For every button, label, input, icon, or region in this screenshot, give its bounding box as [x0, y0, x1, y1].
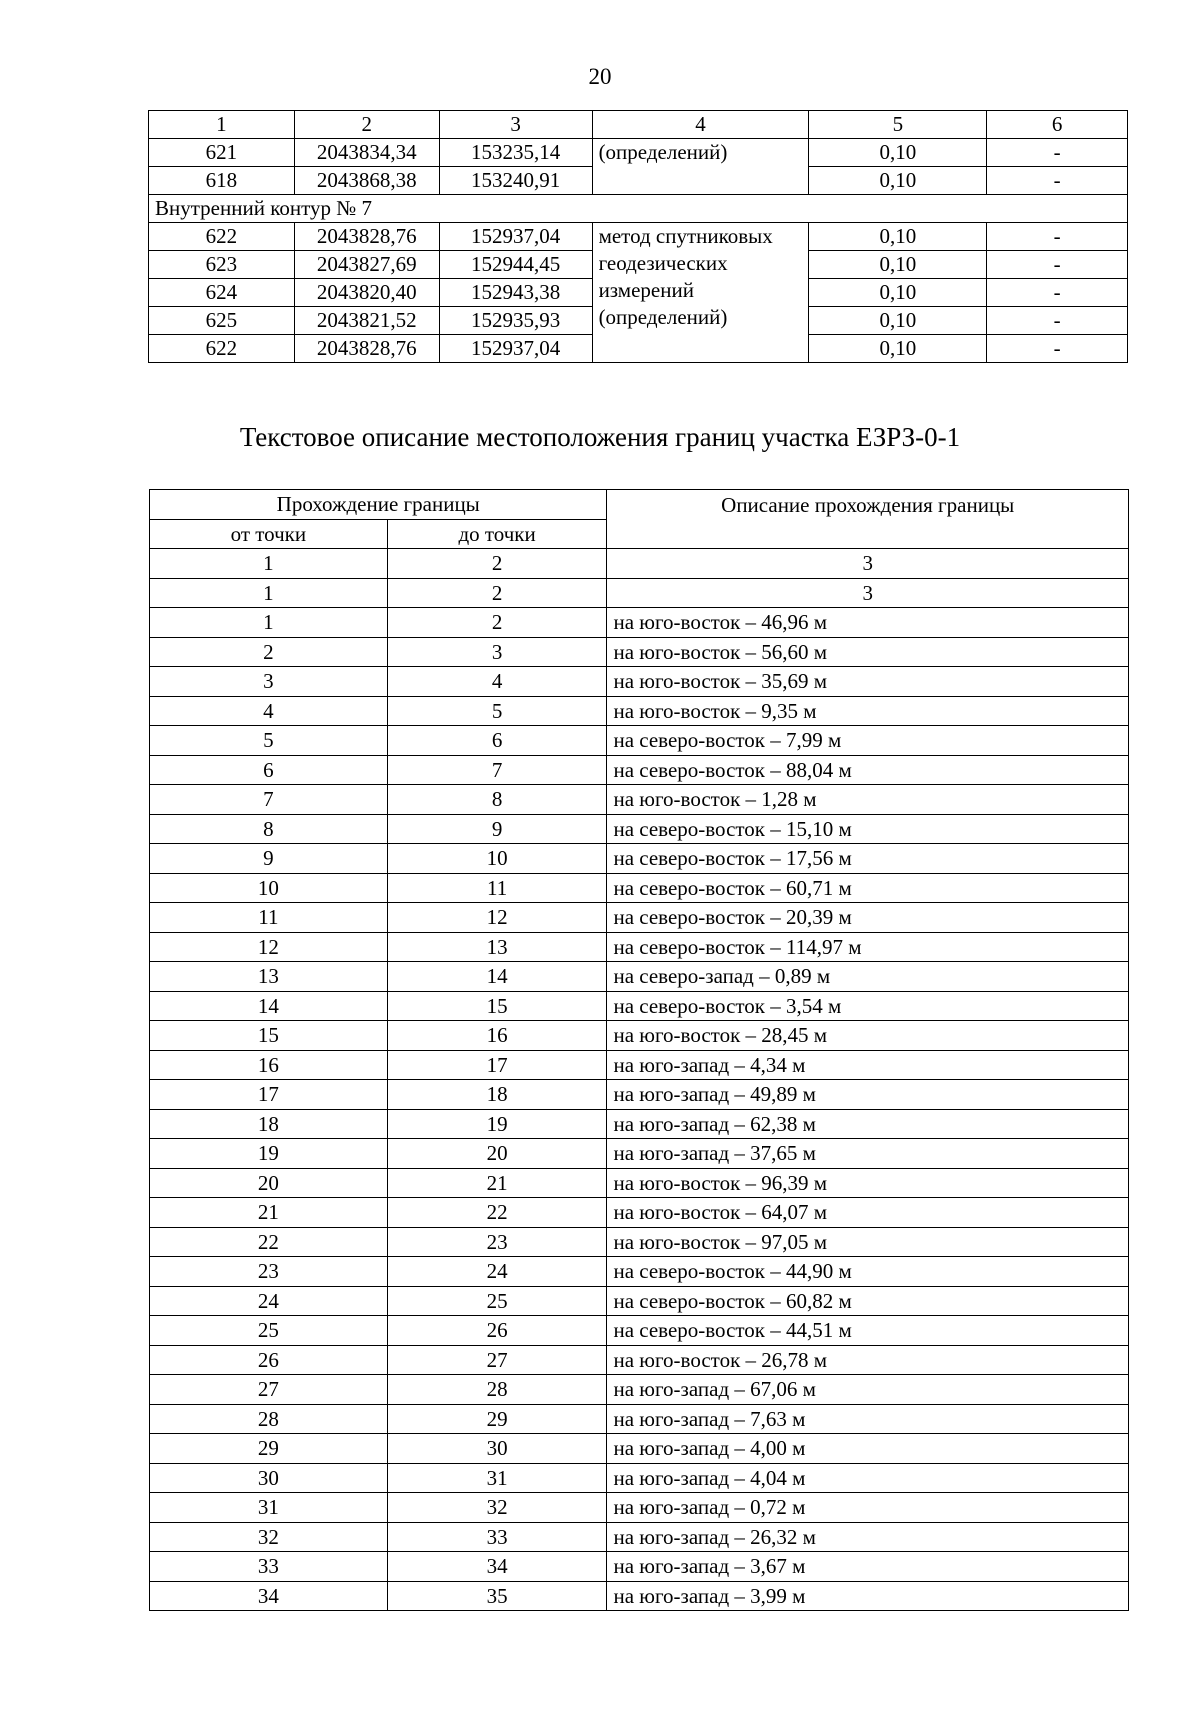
from-point-cell: 28 — [150, 1404, 388, 1434]
to-point-cell: 34 — [387, 1552, 607, 1582]
from-point-cell: 27 — [150, 1375, 388, 1405]
to-point-cell: 2 — [387, 578, 607, 608]
to-point-cell: 6 — [387, 726, 607, 756]
extra-cell: - — [987, 139, 1128, 167]
table-row — [150, 1581, 1129, 1611]
method-line: метод спутниковых — [598, 224, 773, 248]
table-row — [150, 1493, 1129, 1523]
contour-row — [149, 195, 1128, 223]
from-point-cell: 13 — [150, 962, 388, 992]
description-cell: на юго-запад – 37,65 м — [607, 1139, 1129, 1169]
table-row — [150, 1522, 1129, 1552]
y-coordinate-cell: 152935,93 — [439, 307, 592, 335]
description-cell: на северо-восток – 60,82 м — [607, 1286, 1129, 1316]
table-row — [150, 1198, 1129, 1228]
table-row — [150, 608, 1129, 638]
column-number-cell: 5 — [809, 111, 987, 139]
description-cell: на юго-восток – 35,69 м — [607, 667, 1129, 697]
table-row — [149, 223, 1128, 251]
to-point-cell: 3 — [387, 637, 607, 667]
to-point-cell: 4 — [387, 667, 607, 697]
description-cell: на юго-запад – 3,99 м — [607, 1581, 1129, 1611]
from-point-cell: 11 — [150, 903, 388, 933]
to-point-cell: 17 — [387, 1050, 607, 1080]
description-cell: на северо-восток – 60,71 м — [607, 873, 1129, 903]
header-row — [149, 111, 1128, 139]
point-number-cell: 622 — [149, 335, 295, 363]
description-cell: на юго-восток – 28,45 м — [607, 1021, 1129, 1051]
description-cell: на юго-запад – 0,72 м — [607, 1493, 1129, 1523]
to-point-cell: 29 — [387, 1404, 607, 1434]
description-cell: на юго-запад – 4,04 м — [607, 1463, 1129, 1493]
accuracy-cell: 0,10 — [809, 307, 987, 335]
from-point-cell: 22 — [150, 1227, 388, 1257]
to-point-cell: 21 — [387, 1168, 607, 1198]
point-number-cell: 624 — [149, 279, 295, 307]
to-point-cell: 9 — [387, 814, 607, 844]
to-point-cell: 26 — [387, 1316, 607, 1346]
x-coordinate-cell: 2043827,69 — [294, 251, 439, 279]
description-cell: на северо-восток – 88,04 м — [607, 755, 1129, 785]
description-cell: на юго-запад – 67,06 м — [607, 1375, 1129, 1405]
description-cell: на юго-запад – 49,89 м — [607, 1080, 1129, 1110]
from-point-cell: 7 — [150, 785, 388, 815]
description-cell: на юго-восток – 97,05 м — [607, 1227, 1129, 1257]
to-point-cell: 13 — [387, 932, 607, 962]
to-point-cell: 15 — [387, 991, 607, 1021]
table-row — [150, 726, 1129, 756]
y-coordinate-cell: 153235,14 — [439, 139, 592, 167]
extra-cell: - — [987, 167, 1128, 195]
from-point-cell: 18 — [150, 1109, 388, 1139]
y-coordinate-cell: 153240,91 — [439, 167, 592, 195]
column-number-cell: 2 — [294, 111, 439, 139]
from-point-cell: 20 — [150, 1168, 388, 1198]
y-coordinate-cell: 152944,45 — [439, 251, 592, 279]
table-row — [150, 1404, 1129, 1434]
description-cell: на юго-запад – 4,00 м — [607, 1434, 1129, 1464]
from-point-cell: 29 — [150, 1434, 388, 1464]
from-point-cell: 2 — [150, 637, 388, 667]
to-point-cell: 12 — [387, 903, 607, 933]
x-coordinate-cell: 2043828,76 — [294, 223, 439, 251]
description-cell: 3 — [607, 578, 1129, 608]
method-line: геодезических — [598, 251, 728, 275]
method-cell — [592, 223, 809, 363]
table-row — [150, 844, 1129, 874]
table-row — [150, 1109, 1129, 1139]
to-point-cell: 22 — [387, 1198, 607, 1228]
table-row — [150, 932, 1129, 962]
y-coordinate-cell: 152937,04 — [439, 335, 592, 363]
description-cell: на юго-запад – 26,32 м — [607, 1522, 1129, 1552]
from-point-cell: 1 — [150, 608, 388, 638]
description-cell: на юго-восток – 26,78 м — [607, 1345, 1129, 1375]
from-point-cell: 26 — [150, 1345, 388, 1375]
to-point-cell: 14 — [387, 962, 607, 992]
to-point-cell: 2 — [387, 608, 607, 638]
table-row — [150, 814, 1129, 844]
point-number-cell: 625 — [149, 307, 295, 335]
description-cell: на северо-восток – 15,10 м — [607, 814, 1129, 844]
description-cell: на северо-восток – 3,54 м — [607, 991, 1129, 1021]
extra-cell: - — [987, 335, 1128, 363]
from-point-cell: 12 — [150, 932, 388, 962]
from-point-cell: 14 — [150, 991, 388, 1021]
column-number-cell: 1 — [149, 111, 295, 139]
from-point-cell: 24 — [150, 1286, 388, 1316]
table-row — [150, 1021, 1129, 1051]
table-row — [150, 1463, 1129, 1493]
from-point-cell: 3 — [150, 667, 388, 697]
from-point-cell: 23 — [150, 1257, 388, 1287]
from-point-cell: 8 — [150, 814, 388, 844]
to-point-cell: 28 — [387, 1375, 607, 1405]
method-line: измерений — [598, 278, 694, 302]
to-point-cell: 5 — [387, 696, 607, 726]
description-cell: на северо-восток – 20,39 м — [607, 903, 1129, 933]
to-point-cell: 23 — [387, 1227, 607, 1257]
to-point-cell: 24 — [387, 1257, 607, 1287]
from-point-cell: 15 — [150, 1021, 388, 1051]
table-row — [150, 962, 1129, 992]
from-point-cell: 1 — [150, 578, 388, 608]
description-cell: на юго-восток – 64,07 м — [607, 1198, 1129, 1228]
to-point-cell: 16 — [387, 1021, 607, 1051]
table-row — [150, 1227, 1129, 1257]
to-point-cell: 33 — [387, 1522, 607, 1552]
point-number-cell: 622 — [149, 223, 295, 251]
from-point-cell: 25 — [150, 1316, 388, 1346]
table-row — [150, 1345, 1129, 1375]
from-point-cell: 1 — [150, 549, 388, 579]
table-row — [150, 1434, 1129, 1464]
extra-cell: - — [987, 251, 1128, 279]
table-row — [149, 139, 1128, 167]
to-point-cell: 2 — [387, 549, 607, 579]
description-cell: на северо-восток – 44,51 м — [607, 1316, 1129, 1346]
boundary-description-table — [149, 489, 1129, 1611]
accuracy-cell: 0,10 — [809, 139, 987, 167]
point-number-cell: 623 — [149, 251, 295, 279]
accuracy-cell: 0,10 — [809, 251, 987, 279]
method-line: (определений) — [598, 305, 728, 329]
description-cell: на юго-запад – 7,63 м — [607, 1404, 1129, 1434]
x-coordinate-cell: 2043868,38 — [294, 167, 439, 195]
point-number-cell: 621 — [149, 139, 295, 167]
column-number-cell: 4 — [592, 111, 809, 139]
table-row — [150, 1316, 1129, 1346]
table-row — [150, 1257, 1129, 1287]
method-cell: (определений) — [592, 139, 809, 195]
description-cell: на юго-восток – 46,96 м — [607, 608, 1129, 638]
header-row — [150, 490, 1129, 520]
accuracy-cell: 0,10 — [809, 335, 987, 363]
table-row — [150, 785, 1129, 815]
description-cell: на юго-восток – 1,28 м — [607, 785, 1129, 815]
description-cell: на северо-восток – 7,99 м — [607, 726, 1129, 756]
table-row — [150, 1375, 1129, 1405]
table-row — [150, 637, 1129, 667]
to-point-cell: 30 — [387, 1434, 607, 1464]
from-point-cell: 9 — [150, 844, 388, 874]
accuracy-cell: 0,10 — [809, 167, 987, 195]
to-point-cell: 8 — [387, 785, 607, 815]
y-coordinate-cell: 152943,38 — [439, 279, 592, 307]
extra-cell: - — [987, 223, 1128, 251]
to-point-cell: 25 — [387, 1286, 607, 1316]
from-point-cell: 4 — [150, 696, 388, 726]
to-point-cell: 10 — [387, 844, 607, 874]
from-point-cell: 6 — [150, 755, 388, 785]
x-coordinate-cell: 2043828,76 — [294, 335, 439, 363]
page-number: 20 — [588, 64, 612, 89]
table-row — [150, 1168, 1129, 1198]
from-point-cell: 16 — [150, 1050, 388, 1080]
table-row — [150, 1552, 1129, 1582]
y-coordinate-cell: 152937,04 — [439, 223, 592, 251]
description-cell: на юго-запад – 4,34 м — [607, 1050, 1129, 1080]
from-point-cell: 5 — [150, 726, 388, 756]
description-cell: на юго-восток – 56,60 м — [607, 637, 1129, 667]
accuracy-cell: 0,10 — [809, 279, 987, 307]
x-coordinate-cell: 2043834,34 — [294, 139, 439, 167]
to-point-cell: 20 — [387, 1139, 607, 1169]
from-point-cell: 17 — [150, 1080, 388, 1110]
to-point-cell: 18 — [387, 1080, 607, 1110]
column-index-row — [150, 578, 1129, 608]
description-cell: на северо-восток – 17,56 м — [607, 844, 1129, 874]
header-boundary-passage: Прохождение границы — [150, 490, 607, 520]
from-point-cell: 30 — [150, 1463, 388, 1493]
to-point-cell: 11 — [387, 873, 607, 903]
table-row — [150, 1286, 1129, 1316]
description-cell: 3 — [607, 549, 1129, 579]
description-cell: на северо-восток – 44,90 м — [607, 1257, 1129, 1287]
to-point-cell: 7 — [387, 755, 607, 785]
description-cell: на юго-запад – 3,67 м — [607, 1552, 1129, 1582]
coordinates-table — [148, 110, 1128, 363]
description-cell: на северо-запад – 0,89 м — [607, 962, 1129, 992]
table-row — [150, 667, 1129, 697]
description-cell: на юго-восток – 9,35 м — [607, 696, 1129, 726]
from-point-cell: 21 — [150, 1198, 388, 1228]
extra-cell: - — [987, 279, 1128, 307]
description-cell: на северо-восток – 114,97 м — [607, 932, 1129, 962]
header-description: Описание прохождения границы — [607, 490, 1129, 549]
table-row — [150, 903, 1129, 933]
column-index-row — [150, 549, 1129, 579]
extra-cell: - — [987, 307, 1128, 335]
contour-label-cell: Внутренний контур № 7 — [149, 195, 1128, 223]
to-point-cell: 31 — [387, 1463, 607, 1493]
column-number-cell: 3 — [439, 111, 592, 139]
from-point-cell: 10 — [150, 873, 388, 903]
accuracy-cell: 0,10 — [809, 223, 987, 251]
table-row — [150, 1139, 1129, 1169]
header-from-point: от точки — [150, 519, 388, 549]
table-row — [150, 873, 1129, 903]
table-row — [150, 991, 1129, 1021]
to-point-cell: 32 — [387, 1493, 607, 1523]
table-row — [150, 696, 1129, 726]
from-point-cell: 34 — [150, 1581, 388, 1611]
to-point-cell: 19 — [387, 1109, 607, 1139]
header-to-point: до точки — [387, 519, 607, 549]
from-point-cell: 19 — [150, 1139, 388, 1169]
from-point-cell: 33 — [150, 1552, 388, 1582]
to-point-cell: 35 — [387, 1581, 607, 1611]
section-title: Текстовое описание местоположения границ участка ЕЗРЗ-0-1 — [239, 422, 961, 452]
table-row — [150, 755, 1129, 785]
x-coordinate-cell: 2043821,52 — [294, 307, 439, 335]
column-number-cell: 6 — [987, 111, 1128, 139]
from-point-cell: 32 — [150, 1522, 388, 1552]
point-number-cell: 618 — [149, 167, 295, 195]
from-point-cell: 31 — [150, 1493, 388, 1523]
table-row — [150, 1080, 1129, 1110]
description-cell: на юго-запад – 62,38 м — [607, 1109, 1129, 1139]
to-point-cell: 27 — [387, 1345, 607, 1375]
description-cell: на юго-восток – 96,39 м — [607, 1168, 1129, 1198]
x-coordinate-cell: 2043820,40 — [294, 279, 439, 307]
table-row — [150, 1050, 1129, 1080]
